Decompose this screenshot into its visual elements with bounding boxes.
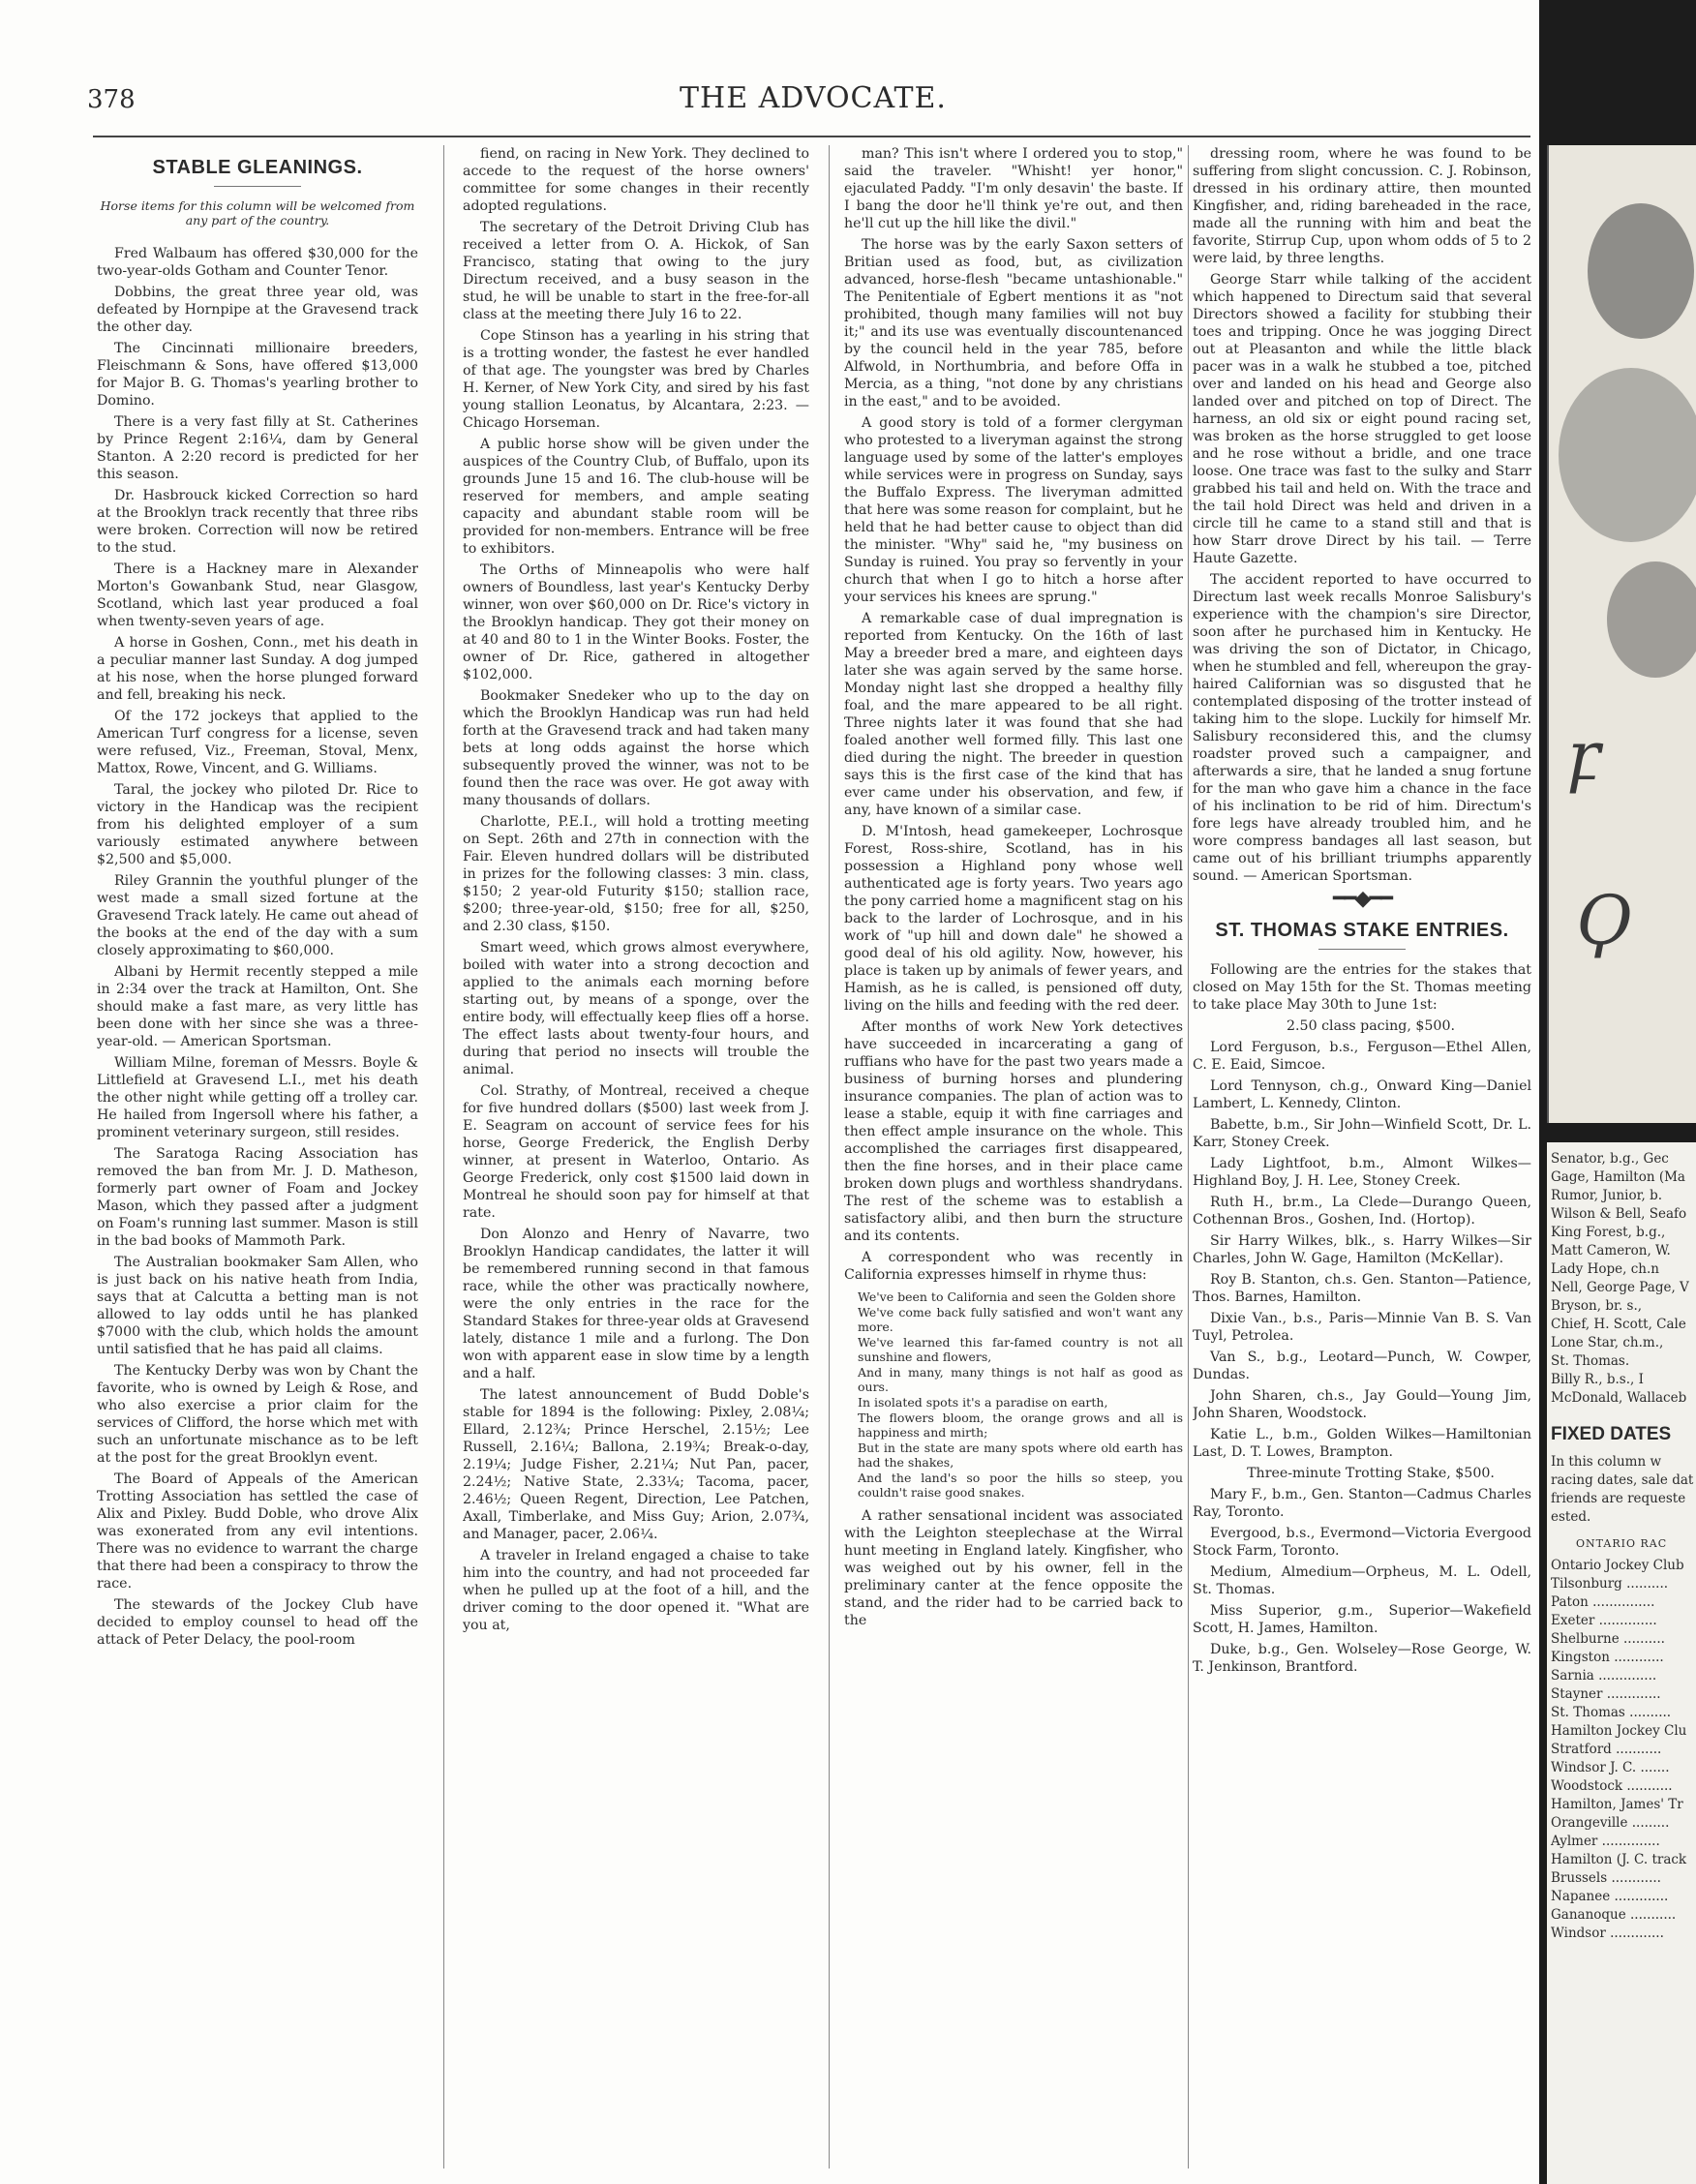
column-divider: [443, 145, 444, 2169]
strip-line: Windsor .............: [1551, 1926, 1664, 1941]
ornament-divider: ━━◆━━: [1333, 887, 1391, 911]
entry-line: Evergood, b.s., Evermond—Victoria Evergood Stock Farm, Toronto.: [1193, 1526, 1531, 1559]
strip-line: Sarnia ..............: [1551, 1668, 1657, 1684]
article-paragraph: Dr. Hasbrouck kicked Correction so hard at the Brooklyn track recently that three ribs were broken. Correction will now be retired to the stud.: [97, 488, 418, 556]
article-paragraph: The accident reported to have occurred to Directum last week recalls Monroe Salisbury's experience with the champion's sire Director, soon after he purchased him in Kentucky. He was driving the son of Dictator, in Chicago, when he stumbled and fell, whereupon the gray-haired Californian was so disgusted that he contemplated disposing of the trotter instead of taking him to the slope. Luckily for himself Mr. Salisbury reconsidered this, and the clumsy roadster proved such a campaigner, and afterwards a sire, that he landed a snug fortune for the man who gave him a chance in the face of his inclination to be rid of him. Directum's fore legs have already troubled him, and he wore compress bandages all last season, but came out of his brilliant triumphs apparently sound. — American Sportsman.: [1193, 572, 1531, 884]
article-paragraph: Fred Walbaum has offered $30,000 for the two-year-olds Gotham and Counter Tenor.: [97, 246, 418, 279]
adjacent-page-strip: [1539, 0, 1696, 2184]
strip-line: Lone Star, ch.m.,: [1551, 1335, 1664, 1350]
article-list: [97, 245, 418, 1649]
column-4: [1193, 145, 1531, 2169]
entry-line: Dixie Van., b.s., Paris—Minnie Van B. S. Van Tuyl, Petrolea.: [1193, 1311, 1531, 1344]
strip-line: Matt Cameron, W.: [1551, 1243, 1671, 1259]
entry-line: Van S., b.g., Leotard—Punch, W. Cowper, Dundas.: [1193, 1350, 1531, 1382]
article-paragraph: The Kentucky Derby was won by Chant the favorite, who is owned by Leigh & Rose, and who also exercise a prior claim for the services of Clifford, the horse which met with such an unfortunate mischance as to be left at the post for the great Brooklyn event.: [97, 1363, 418, 1466]
article-paragraph: Bookmaker Snedeker who up to the day on which the Brooklyn Handicap was run had held forth at the Gravesend track and had taken many bets at long odds against the horse which subsequently proved the winner, was not to be found then the race was over. He got away with many thousands of dollars.: [463, 688, 809, 808]
strip-line: Hamilton (J. C. track: [1551, 1852, 1687, 1867]
column-divider: [829, 145, 830, 2169]
adjacent-page-text: [1547, 1142, 1696, 2184]
article-paragraph: dressing room, where he was found to be suffering from slight concussion. C. J. Robinson, dressed in his ordinary attire, then mounted Kingfisher, and, riding bareheaded in the race, made all the running with him and beat the favorite, Stirrup Cup, upon whom odds of 5 to 2 were laid, by three lengths.: [1193, 146, 1531, 266]
column-3: [844, 145, 1183, 2169]
title-rule: [214, 186, 301, 187]
article-paragraph: A good story is told of a former clergyman who protested to a liveryman against the strong language used by some of the latter's employes while services were in progress on Sunday, says the Buffalo Express. The liveryman admitted that here was some reason for complaint, but he held that he had better cause to object than did the minister. "Why" said he, "my business on Sunday is ruined. You pray so fervently in your church that when I go to hitch a horse after your services his knees are sprung.": [844, 415, 1183, 605]
article-list: [463, 145, 809, 1634]
poem: [844, 1289, 1183, 1500]
strip-line: Hamilton Jockey Clu: [1551, 1723, 1687, 1739]
article-paragraph: The Saratoga Racing Association has removed the ban from Mr. J. D. Matheson, formerly part owner of Foam and Jockey Mason, which they passed after a judgment on Foam's running last summer. Mason is still in the bad books of Mammoth Park.: [97, 1146, 418, 1249]
strip-line: Bryson, br. s.,: [1551, 1298, 1643, 1314]
strip-line: Tilsonburg ..........: [1551, 1576, 1669, 1592]
strip-line: Ontario Jockey Club: [1551, 1558, 1684, 1573]
strip-line: Stratford ...........: [1551, 1742, 1662, 1757]
article-paragraph: The Australian bookmaker Sam Allen, who is just back on his native heath from India, says that at Calcutta a betting man is not allowed to lay odds until he has planked $7000 with the club, which holds the amount until satisfied that he has paid all claims.: [97, 1255, 418, 1357]
article-paragraph: Albani by Hermit recently stepped a mile in 2:34 over the track at Hamilton, Ont. She should make a fast mare, as very little has been done with her since she was a three-year-old. — American Sportsman.: [97, 964, 418, 1049]
section-note: Horse items for this column will be welcomed from any part of the country.: [100, 198, 415, 228]
article-paragraph: Taral, the jockey who piloted Dr. Rice to victory in the Handicap was the recipient from his delighted employer of a sum variously estimated anywhere between $2,500 and $5,000.: [97, 782, 418, 867]
engraving-illustration: ꝼ Ϙ: [1547, 145, 1696, 1123]
class-heading: 2.50 class pacing, $500.: [1287, 1018, 1455, 1034]
article-paragraph: There is a Hackney mare in Alexander Morton's Gowanbank Stud, near Glasgow, Scotland, which last year produced a foal when twenty-seven years of age.: [97, 561, 418, 629]
entry-line: Duke, b.g., Gen. Wolseley—Rose George, W. T. Jenkinson, Brantford.: [1193, 1642, 1531, 1675]
strip-line: Gage, Hamilton (Ma: [1551, 1169, 1685, 1185]
strip-line: McDonald, Wallaceb: [1551, 1390, 1687, 1406]
entry-line: Katie L., b.m., Golden Wilkes—Hamiltonian Last, D. T. Lowes, Brampton.: [1193, 1427, 1531, 1460]
strip-line: St. Thomas ..........: [1551, 1705, 1672, 1720]
article-paragraph: A horse in Goshen, Conn., met his death in a peculiar manner last Sunday. A dog jumped at his nose, when the horse plunged forward and fell, breaking his neck.: [97, 635, 418, 703]
strip-line: friends are requeste: [1551, 1491, 1686, 1506]
entry-line: Sir Harry Wilkes, blk., s. Harry Wilkes—Sir Charles, John W. Gage, Hamilton (McKellar).: [1193, 1233, 1531, 1266]
entry-line: Lady Lightfoot, b.m., Almont Wilkes—Highland Boy, J. H. Lee, Stoney Creek.: [1193, 1156, 1531, 1189]
strip-line: Windsor J. C. .......: [1551, 1760, 1670, 1775]
entry-line: Babette, b.m., Sir John—Winfield Scott, Dr. L. Karr, Stoney Creek.: [1193, 1117, 1531, 1150]
article-paragraph: Smart weed, which grows almost everywhere, boiled with water into a strong decoction and applied to the animals each morning before starting out, by means of a sponge, over the entire body, will effectually keep flies off a horse. The effect lasts about twenty-four hours, and during that period no insects will trouble the animal.: [463, 940, 809, 1077]
poem-line: We've been to California and seen the Golden shore: [858, 1289, 1176, 1304]
strip-line: Orangeville .........: [1551, 1815, 1670, 1831]
strip-line: Shelburne ..........: [1551, 1631, 1665, 1647]
poem-line: And the land's so poor the hills so steep, you couldn't raise good snakes.: [858, 1471, 1183, 1500]
column-divider: [1188, 145, 1189, 2169]
strip-line: Kingston ............: [1551, 1650, 1664, 1665]
entries-list: [1193, 1039, 1531, 1461]
entry-line: Medium, Almedium—Orpheus, M. L. Odell, St. Thomas.: [1193, 1564, 1531, 1597]
masthead-title: THE ADVOCATE.: [680, 81, 947, 115]
class-heading: Three-minute Trotting Stake, $500.: [1247, 1466, 1495, 1481]
article-paragraph: The horse was by the early Saxon setters of Britian used as food, but, as civilization advanced, horse-flesh "became untashionable." The Penitentiale of Egbert mentions it as "not prohibited, though many families will not buy it;" and its use was eventually discountenanced by the council held in the year 785, before Alfwold, in Northumbria, and before Offa in Mercia, as a thing, "not done by any christians in the east," and to be avoided.: [844, 237, 1183, 410]
section-title: ST. THOMAS STAKE ENTRIES.: [1215, 920, 1509, 941]
article-paragraph: A rather sensational incident was associated with the Leighton steeplechase at the Wirral hunt meeting in England lately. Kingfisher, who was weighed out by his owner, fell in the preliminary canter at the fence opposite the stand, and the rider had to be carried back to the: [844, 1508, 1183, 1628]
article-paragraph: D. M'Intosh, head gamekeeper, Lochrosque Forest, Ross-shire, Scotland, has in his possession a Highland pony whose well authenticated age is forty years. Two years ago the pony carried home a magnificent stag on his back to the larder of Lochrosque, and in his work of "up hill and down dale" he showed a good deal of his old agility. Now, however, his place is taken up by animals of fewer years, and Hamish, as he is called, is pensioned off duty, living on the hills and feeding with the red deer.: [844, 824, 1183, 1014]
article-paragraph: Don Alonzo and Henry of Navarre, two Brooklyn Handicap candidates, the latter it will be remembered running second in that famous race, while the other was practically nowhere, were the only entries in the race for the Standard Stakes for three-year olds at Gravesend lately, distance 1 mile and a furlong. The Don won with apparent ease in slow time by a length and a half.: [463, 1227, 809, 1381]
strip-line: Aylmer ..............: [1551, 1834, 1660, 1849]
article-paragraph: fiend, on racing in New York. They declined to accede to the request of the horse owners' committee for some changes in their recently adopted regulations.: [463, 146, 809, 214]
article-paragraph: A traveler in Ireland engaged a chaise to take him into the country, and had not proceeded far when he pulled up at the foot of a hill, and the driver coming to the door opened it. "What are you at,: [463, 1548, 809, 1633]
article-paragraph: George Starr while talking of the accident which happened to Directum said that several Directors showed a facility for stubbing their toes and tripping. Once he was jogging Direct out at Pleasanton and while the little black pacer was in a walk he stubbed a toe, pitched over and landed on his head and George also landed over and pitched on top of Direct. The harness, an old six or eight pound racing set, was broken as the horse struggled to get loose and he rose without a bridle, and one trace loose. One trace was fast to the sulky and Starr grabbed his tail and held on. With the trace and the tail hold Direct was held and driven in a circle till he came to a stand still and that is how Starr drove Direct by his tail. — Terre Haute Gazette.: [1193, 272, 1531, 566]
article-paragraph: William Milne, foreman of Messrs. Boyle & Littlefield at Gravesend L.I., met his death the other night while getting off a trolley car. He hailed from Ingersoll where his father, a prominent veterinary surgeon, still resides.: [97, 1055, 418, 1140]
title-rule: [1318, 949, 1406, 950]
poem-line: In isolated spots it's a paradise on earth,: [858, 1395, 1108, 1410]
strip-line: Gananoque ...........: [1551, 1907, 1677, 1923]
column-2: [463, 145, 809, 2169]
strip-line: Chief, H. Scott, Cale: [1551, 1317, 1686, 1332]
strip-line: In this column w: [1551, 1454, 1662, 1470]
entries-intro: Following are the entries for the stakes that closed on May 15th for the St. Thomas meeting to take place May 30th to June 1st:: [1193, 962, 1531, 1013]
entry-line: Miss Superior, g.m., Superior—Wakefield Scott, H. James, Hamilton.: [1193, 1603, 1531, 1636]
strip-line: Rumor, Junior, b.: [1551, 1188, 1663, 1203]
ontario-heading: ONTARIO RAC: [1576, 1537, 1668, 1550]
entry-line: John Sharen, ch.s., Jay Gould—Young Jim, John Sharen, Woodstock.: [1193, 1388, 1531, 1421]
strip-line: St. Thomas.: [1551, 1353, 1630, 1369]
strip-line: Billy R., b.s., I: [1551, 1372, 1644, 1387]
strip-line: Exeter ..............: [1551, 1613, 1657, 1628]
strip-line: Nell, George Page, V: [1551, 1280, 1689, 1295]
article-paragraph: The Orths of Minneapolis who were half owners of Boundless, last year's Kentucky Derby winner, won over $60,000 on Dr. Rice's victory in the Brooklyn handicap. They got their money on at 40 and 80 to 1 in the Winter Books. Foster, the owner of Dr. Rice, gathered in altogether $102,000.: [463, 562, 809, 682]
article-paragraph: The latest announcement of Budd Doble's stable for 1894 is the following: Pixley, 2.08¼; Ellard, 2.12¾; Prince Herschel, 2.15½; Lee Russell, 2.16¼; Ballona, 2.19¾; Break-o-day, 2.19¼; Judge Fisher, 2.21¼; Nut Pan, pacer, 2.24½; Native State, 2.33¼; Tacoma, pacer, 2.46½; Queen Regent, Direction, Lee Patchen, Axall, Timberlake, and Miss Guy; Arion, 2.07¾, and Manager, pacer, 2.06¼.: [463, 1387, 809, 1542]
strip-line: Lady Hope, ch.n: [1551, 1261, 1659, 1277]
entry-line: Ruth H., br.m., La Clede—Durango Queen, Cothennan Bros., Goshen, Ind. (Hortop).: [1193, 1195, 1531, 1228]
fixed-dates-title: FIXED DATES: [1551, 1424, 1672, 1444]
article-paragraph: The Board of Appeals of the American Trotting Association has settled the case of Alix and Pixley. Budd Doble, who drove Alix was exonerated from any evil intentions. There was no evidence to warrant the charge that there had been a conspiracy to throw the race.: [97, 1471, 418, 1592]
strip-line: Hamilton, James' Tr: [1551, 1797, 1683, 1812]
strip-line: ested.: [1551, 1509, 1591, 1525]
article-paragraph: man? This isn't where I ordered you to stop," said the traveler. "Whisht! yer honor," ejaculated Paddy. "I'm only desavin' the baste. If I bang the door he'll think ye're out, and then he'll cut up the hill like the divil.": [844, 146, 1183, 231]
article-paragraph: A public horse show will be given under the auspices of the Country Club, of Buffalo, upon its grounds June 15 and 16. The club-house will be reserved for members, and ample seating capacity and abundant stable room will be provided for non-members. Entrance will be free to exhibitors.: [463, 437, 809, 557]
page-number: 378: [87, 85, 136, 114]
article-list: [1193, 145, 1531, 885]
entry-line: Lord Ferguson, b.s., Ferguson—Ethel Allen, C. E. Eaid, Simcoe.: [1193, 1040, 1531, 1073]
article-paragraph: The secretary of the Detroit Driving Club has received a letter from O. A. Hickok, of San Francisco, stating that owing to the jury Directum received, and a busy season in the stud, he will be unable to start in the free-for-all class at the meeting there July 16 to 22.: [463, 220, 809, 322]
section-title: STABLE GLEANINGS.: [152, 157, 363, 178]
strip-line: racing dates, sale dat: [1551, 1472, 1694, 1488]
article-paragraph: Cope Stinson has a yearling in his string that is a trotting wonder, the fastest he ever handled of that age. The youngster was bred by Charles H. Kerner, of New York City, and sired by his fast young stallion Leonatus, by Alcantara, 2:23. — Chicago Horseman.: [463, 328, 809, 431]
entry-line: Mary F., b.m., Gen. Stanton—Cadmus Charles Ray, Toronto.: [1193, 1487, 1531, 1520]
poem-line: The flowers bloom, the orange grows and all is happiness and mirth;: [858, 1410, 1183, 1440]
article-list: [844, 145, 1183, 1284]
strip-line: Stayner .............: [1551, 1686, 1661, 1702]
poem-line: And in many, many things is not half as good as ours.: [858, 1365, 1183, 1394]
article-paragraph: Riley Grannin the youthful plunger of the west made a small sized fortune at the Gravesend Track lately. He came out ahead of the books at the end of the day with a sum closely approximating to $60,000.: [97, 873, 418, 958]
strip-line: Woodstock ...........: [1551, 1778, 1673, 1794]
article-paragraph: Charlotte, P.E.I., will hold a trotting meeting on Sept. 26th and 27th in connection with the Fair. Eleven hundred dollars will be distributed in prizes for the following classes: 3 min. class, $150; 2 year-old Futurity $150; stallion race, $200; three-year-old, $150; free for all, $250, and 2.30 class, $150.: [463, 814, 809, 934]
poem-line: But in the state are many spots where old earth has had the shakes,: [858, 1441, 1183, 1470]
header-rule: [93, 136, 1530, 137]
poem-line: We've learned this far-famed country is not all sunshine and flowers,: [858, 1335, 1183, 1364]
strip-line: Brussels ............: [1551, 1870, 1661, 1886]
strip-line: Senator, b.g., Gec: [1551, 1151, 1669, 1167]
article-paragraph: After months of work New York detectives have succeeded in incarcerating a gang of ruffians who have for the past two years made a business of burning horses and plundering insurance companies. The plan of action was to lease a stable, equip it with fine carriages and then effect ample insurance on the whole. This accomplished the carriages first disappeared, then the fine horses, and in their place came broken down plugs and worthless shandrydans. The rest of the scheme was to establish a satisfactory alibi, and then burn the structure and its contents.: [844, 1019, 1183, 1244]
strip-line: Napanee .............: [1551, 1889, 1669, 1904]
article-paragraph: The stewards of the Jockey Club have decided to employ counsel to head off the attack of Peter Delacy, the pool-room: [97, 1597, 418, 1648]
strip-line: Paton ...............: [1551, 1594, 1655, 1610]
article-paragraph: Of the 172 jockeys that applied to the American Turf congress for a license, seven were refused, Viz., Freeman, Stoval, Menx, Mattox, Rowe, Vincent, and G. Williams.: [97, 709, 418, 776]
article-paragraph: A correspondent who was recently in California expresses himself in rhyme thus:: [844, 1250, 1183, 1283]
entry-line: Roy B. Stanton, ch.s. Gen. Stanton—Patience, Thos. Barnes, Hamilton.: [1193, 1272, 1531, 1305]
column-1: [97, 145, 418, 2169]
entry-line: Lord Tennyson, ch.g., Onward King—Daniel Lambert, L. Kennedy, Clinton.: [1193, 1078, 1531, 1111]
article-paragraph: A remarkable case of dual impregnation is reported from Kentucky. On the 16th of last May a breeder bred a mare, and eighteen days later she was again served by the same horse. Monday night last she dropped a healthy filly foal, and the mare appeared to be all right. Three nights later it was found that she had foaled another well formed filly. This last one died during the night. The breeder in question says this is the first case of the kind that has ever came under his observation, and few, if any, have known of a similar case.: [844, 611, 1183, 818]
article-paragraph: Col. Strathy, of Montreal, received a cheque for five hundred dollars ($500) last week from J. E. Seagram on account of service fees for his horse, George Frederick, the English Derby winner, at present in Waterloo, Ontario. As George Frederick, only cost $1500 laid down in Montreal he should soon pay for himself at that rate.: [463, 1083, 809, 1221]
article-paragraph: Dobbins, the great three year old, was defeated by Hornpipe at the Gravesend track the other day.: [97, 285, 418, 335]
article-paragraph: The Cincinnati millionaire breeders, Fleischmann & Sons, have offered $13,000 for Major B. G. Thomas's yearling brother to Domino.: [97, 341, 418, 409]
poem-line: We've come back fully satisfied and won't want any more.: [858, 1305, 1183, 1334]
strip-line: Wilson & Bell, Seafo: [1551, 1206, 1687, 1222]
strip-line: King Forest, b.g.,: [1551, 1225, 1666, 1240]
entries-list: [1193, 1486, 1531, 1676]
article-paragraph: There is a very fast filly at St. Catherines by Prince Regent 2:16¼, dam by General Stanton. A 2:20 record is predicted for her this season.: [97, 414, 418, 482]
